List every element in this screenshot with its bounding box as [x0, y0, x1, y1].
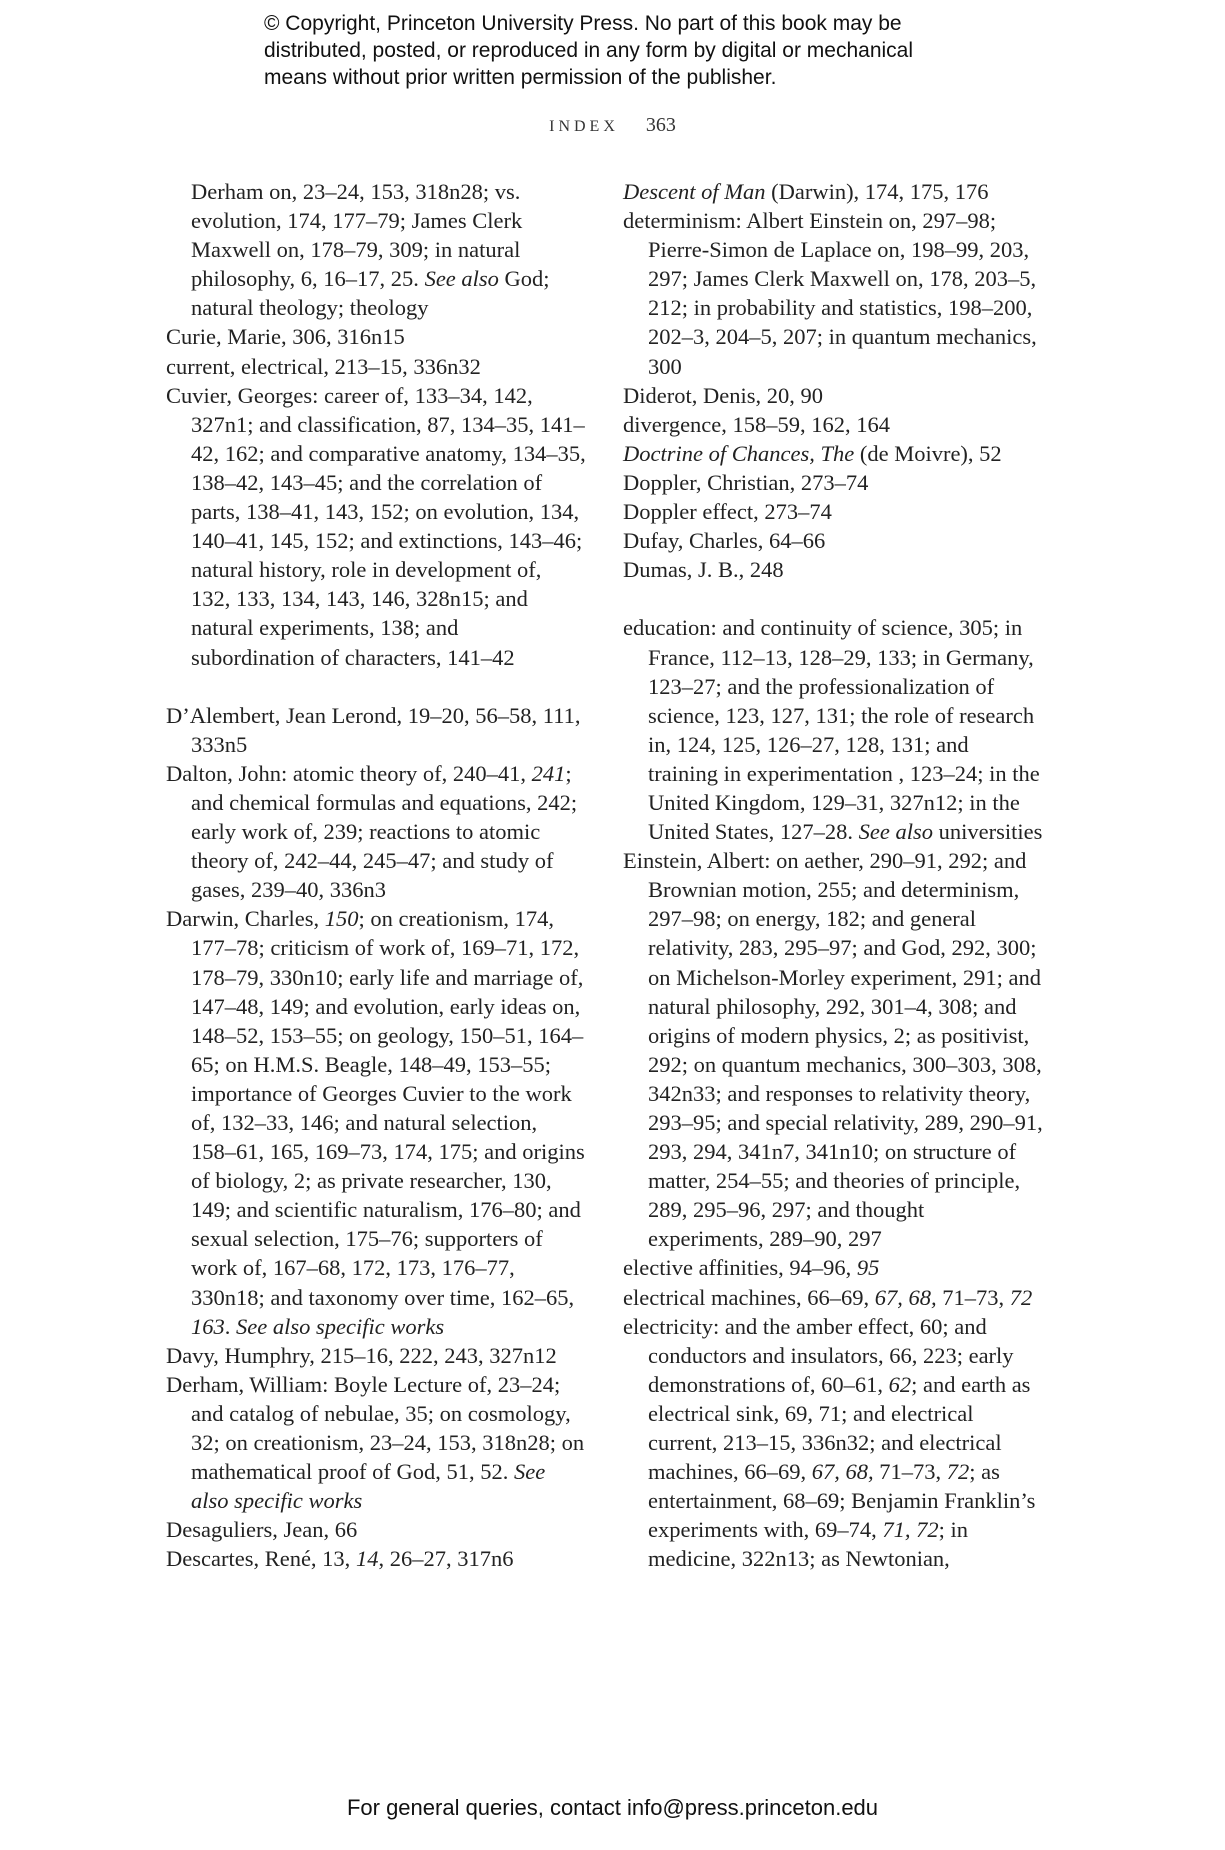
index-entry-text: Derham, William: Boyle Lecture of, 23–24; and catalog of nebulae, 35; on cosmology, 32; on creationism, 23–24, 153, 318n28; on mathematical proof of God, 51, 52.	[166, 1371, 585, 1485]
index-entry-italic-text: 163	[191, 1313, 225, 1339]
index-entry-text: God; natural theology; theology	[191, 266, 550, 321]
index-entry-text: ; on creationism, 174, 177–78; criticism of work of, 169–71, 172, 178–79, 330n10; early life and marriage of, 147–48, 149; and evolution, early ideas on, 148–52, 153–55; on geology, 150–51, 164–65; on H.M.S. Beagle, 148–49, 153–55; importance of Georges Cuvier to the work of, 132–33, 146; and natural selection, 158–61, 165, 169–73, 174, 175; and origins of biology, 2; as private researcher, 130, 149; and scientific naturalism, 176–80; and sexual selection, 175–76; supporters of work of, 167–68, 172, 173, 176–77, 330n18; and taxonomy over time, 162–65,	[191, 906, 585, 1310]
index-entry-italic-text: 14	[355, 1546, 379, 1572]
index-entry-text: 71–73,	[936, 1284, 1010, 1310]
index-entry-italic-text: 72	[946, 1459, 970, 1485]
index-entry-text: determinism: Albert Einstein on, 297–98; Pierre-Simon de Laplace on, 198–99, 203, 297; James Clerk Maxwell on, 178, 203–5, 212; in probability and statistics, 198–200, 202–3, 204–5, 207; in quantum mechanics, 300	[623, 208, 1037, 379]
index-entry-text: Dufay, Charles, 64–66	[623, 528, 826, 554]
index-entry-text: Curie, Marie, 306, 316n15	[166, 324, 405, 350]
index-entry	[166, 322, 586, 351]
index-entry	[623, 497, 1043, 526]
copyright-notice	[264, 10, 1024, 91]
copyright-line: © Copyright, Princeton University Press. No part of this book may be	[264, 12, 902, 35]
index-entry	[166, 759, 586, 904]
index-entry-italic-text: 150	[324, 906, 359, 932]
index-entry-text: Cuvier, Georges: career of, 133–34, 142, 327n1; and classification, 87, 134–35, 141–42, 162; and comparative anatomy, 134–35, 138–42, 143–45; and the correlation of parts, 138–41, 143, 152; on evolution, 134, 140–41, 145, 152; and extinctions, 143–46; natural history, role in development of, 132, 133, 134, 143, 146, 328n15; and natural experiments, 138; and subordination of characters, 141–42	[166, 382, 586, 670]
index-entry-text: 71–73,	[873, 1459, 947, 1485]
index-entry	[623, 526, 1043, 555]
index-entry-italic-text: 241	[531, 760, 566, 786]
index-entry	[166, 1341, 586, 1370]
index-entry-text: Dumas, J. B., 248	[623, 557, 784, 583]
index-entry-text: (de Moivre), 52	[854, 440, 1002, 466]
index-entry	[623, 410, 1043, 439]
index-entry-text: Doppler, Christian, 273–74	[623, 469, 869, 495]
index-entry	[166, 1544, 586, 1573]
index-entry-text: D’Alembert, Jean Lerond, 19–20, 56–58, 111, 333n5	[166, 702, 581, 757]
page-number: 363	[645, 114, 676, 136]
header-label: INDEX	[549, 118, 619, 135]
index-entry-text: ; and earth as electrical sink, 69, 71; and electrical current, 213–15, 336n32; and electrical machines, 66–69,	[648, 1371, 1031, 1485]
index-column-left	[166, 177, 586, 1574]
index-entry-text: Desaguliers, Jean, 66	[166, 1517, 358, 1543]
index-entry	[166, 177, 586, 322]
index-entry-italic-text: 71, 72	[882, 1517, 939, 1543]
index-entry	[623, 381, 1043, 410]
index-entry-text: current, electrical, 213–15, 336n32	[166, 353, 481, 379]
index-entry	[166, 1515, 586, 1544]
index-entry	[623, 846, 1043, 1253]
index-entry	[166, 381, 586, 672]
index-entry-italic-text: 67, 68,	[811, 1459, 874, 1485]
index-entry	[166, 1370, 586, 1515]
index-entry-text: electrical machines, 66–69,	[623, 1284, 875, 1310]
copyright-line: distributed, posted, or reproduced in any form by digital or mechanical	[264, 39, 914, 62]
index-entry	[166, 904, 586, 1340]
index-entry-italic-text: See also specific works	[236, 1313, 445, 1339]
index-entry-text: Darwin, Charles,	[166, 906, 325, 932]
index-entry-text: electricity: and the amber effect, 60; and conductors and insulators, 66, 223; early demonstrations of, 60–61,	[623, 1313, 1014, 1397]
index-entry	[623, 1312, 1043, 1574]
index-entry	[623, 1283, 1043, 1312]
index-entry	[623, 468, 1043, 497]
index-entry-italic-text: Descent of Man	[623, 179, 766, 204]
running-header	[0, 114, 1225, 137]
index-entry-italic-text: See also	[858, 819, 933, 845]
index-entry-text: Davy, Humphry, 215–16, 222, 243, 327n12	[166, 1342, 557, 1368]
index-entry-italic-text: See also specific works	[191, 1459, 546, 1514]
footer-contact: For general queries, contact info@press.princeton.edu	[346, 1795, 879, 1820]
index-entry	[623, 613, 1043, 846]
index-entry-text: (Darwin), 174, 175, 176	[765, 179, 989, 204]
index-entry	[623, 439, 1043, 468]
index-entry-italic-text: Doctrine of Chances, The	[623, 440, 855, 466]
index-entry-text: universities	[932, 819, 1043, 845]
index-entry-italic-text: 62	[888, 1371, 912, 1397]
index-entry	[623, 177, 1043, 206]
index-entry	[623, 1253, 1043, 1282]
index-entry-text: elective affinities, 94–96,	[623, 1255, 857, 1281]
index-entry-italic-text: See also	[424, 266, 499, 292]
index-entry-italic-text: 67, 68,	[874, 1284, 937, 1310]
index-entry	[623, 206, 1043, 381]
index-entry-text: Einstein, Albert: on aether, 290–91, 292; and Brownian motion, 255; and determinism, 297–98; on energy, 182; and general relativity, 283, 295–97; and God, 292, 300; on Michelson-Morley experiment, 291; and natural philosophy, 292, 301–4, 308; and origins of modern physics, 2; as positivist, 292; on quantum mechanics, 300–303, 308, 342n33; and responses to relativity theory, 293–95; and special relativity, 289, 290–91, 293, 294, 341n7, 341n10; on structure of matter, 254–55; and theories of principle, 289, 295–96, 297; and thought experiments, 289–90, 297	[623, 848, 1043, 1252]
index-entry	[623, 555, 1043, 584]
index-entry-text: , 26–27, 317n6	[378, 1546, 514, 1572]
index-entry-text: Dalton, John: atomic theory of, 240–41,	[166, 760, 532, 786]
index-entry-text: ; as entertainment, 68–69; Benjamin Franklin’s experiments with, 69–74,	[648, 1459, 1036, 1543]
index-entry-italic-text: 72	[1009, 1284, 1033, 1310]
index-entry-text: Diderot, Denis, 20, 90	[623, 382, 823, 408]
index-entry-text: .	[224, 1313, 236, 1339]
index-entry	[166, 352, 586, 381]
index-entry-text: Descartes, René, 13,	[166, 1546, 356, 1572]
index-entry-text: Doppler effect, 273–74	[623, 499, 832, 525]
index-entry-text: education: and continuity of science, 305; in France, 112–13, 128–29, 133; in Germany, 123–27; and the professionalization of science, 123, 127, 131; the role of research in, 124, 125, 126–27, 128, 131; and training in experimentation , 123–24; in the United Kingdom, 129–31, 327n12; in the United States, 127–28.	[623, 615, 1040, 845]
index-entry-italic-text: 95	[856, 1255, 880, 1281]
index-column-right	[623, 177, 1043, 1574]
index-entry-text: ; in medicine, 322n13; as Newtonian,	[648, 1517, 968, 1572]
index-entry	[166, 701, 586, 759]
index-entry-text: ; and chemical formulas and equations, 242; early work of, 239; reactions to atomic theory of, 242–44, 245–47; and study of gases, 239–40, 336n3	[191, 760, 578, 903]
index-entry-text: Derham on, 23–24, 153, 318n28; vs. evolution, 174, 177–79; James Clerk Maxwell on, 178–79, 309; in natural philosophy, 6, 16–17, 25.	[191, 179, 523, 292]
index-entry-text: divergence, 158–59, 162, 164	[623, 411, 891, 437]
copyright-line: means without prior written permission of the publisher.	[264, 66, 777, 89]
